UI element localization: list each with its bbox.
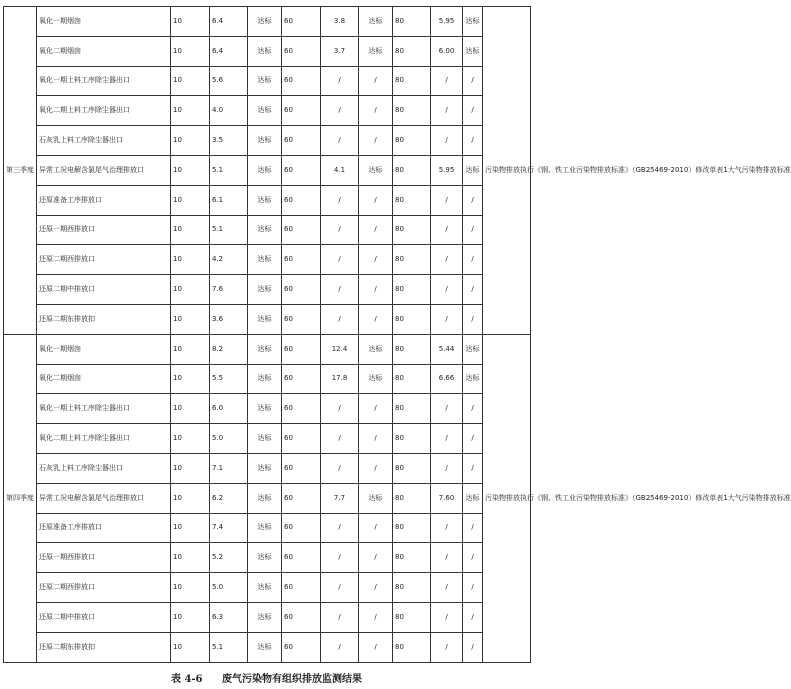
conc-2-cell: 17.8 [321, 364, 359, 394]
result-1-cell: 达标 [248, 334, 282, 364]
conc-1-cell: 5.0 [210, 424, 248, 454]
monitoring-point: 石灰乳上料工序除尘器出口 [37, 453, 171, 483]
conc-2-cell: / [321, 513, 359, 543]
conc-1-cell: 6.0 [210, 394, 248, 424]
result-3-cell: 达标 [463, 36, 483, 66]
result-3-cell: 达标 [463, 7, 483, 37]
result-3-cell: / [463, 126, 483, 156]
limit-2-cell: 80 [393, 632, 431, 662]
result-3-cell: / [463, 185, 483, 215]
table-row [4, 245, 531, 275]
conc-1-cell: 6.4 [210, 7, 248, 37]
table-row [4, 543, 531, 573]
table-row [4, 632, 531, 662]
table-row [4, 185, 531, 215]
limit-2-cell: 80 [393, 483, 431, 513]
limit-1-cell: 60 [282, 304, 321, 334]
table-row [4, 126, 531, 156]
quarter-label: 第三季度 [4, 7, 37, 335]
conc-2-cell: 12.4 [321, 334, 359, 364]
result-2-cell: 达标 [359, 334, 393, 364]
limit-1-cell: 60 [282, 424, 321, 454]
limit-2-cell: 80 [393, 185, 431, 215]
monitoring-point: 还原二期中排放口 [37, 602, 171, 632]
result-2-cell: / [359, 96, 393, 126]
monitoring-point: 异常工况电解含氯尾气治理排放口 [37, 483, 171, 513]
monitoring-point: 异常工况电解含氯尾气治理排放口 [37, 155, 171, 185]
conc-2-cell: / [321, 185, 359, 215]
table-row [4, 66, 531, 96]
conc-2-cell: 4.1 [321, 155, 359, 185]
limit-2-cell: 80 [393, 245, 431, 275]
table-row [4, 573, 531, 603]
limit-1-cell: 60 [282, 573, 321, 603]
table-row [4, 334, 531, 364]
limit-1-cell: 60 [282, 632, 321, 662]
result-2-cell: 达标 [359, 364, 393, 394]
result-1-cell: 达标 [248, 304, 282, 334]
result-2-cell: 达标 [359, 483, 393, 513]
result-1-cell: 达标 [248, 602, 282, 632]
conc-1-cell: 6.3 [210, 602, 248, 632]
conc-1-cell: 5.6 [210, 66, 248, 96]
result-3-cell: / [463, 602, 483, 632]
limit-1-cell: 60 [282, 275, 321, 305]
standard-cell: 污染物排放执行《钢、铁工业污染物排放标准》（GB25469-2010）修改单表1大气污染物排放标准 [483, 334, 531, 662]
conc-1-cell: 4.0 [210, 96, 248, 126]
limit-2-cell: 80 [393, 96, 431, 126]
result-2-cell: / [359, 275, 393, 305]
result-2-cell: / [359, 632, 393, 662]
result-2-cell: / [359, 424, 393, 454]
table-row [4, 304, 531, 334]
table-row [4, 36, 531, 66]
limit-1-cell: 60 [282, 36, 321, 66]
limit-2-cell: 80 [393, 275, 431, 305]
monitoring-point: 还原一期西排放口 [37, 543, 171, 573]
result-1-cell: 达标 [248, 7, 282, 37]
limit-2-cell: 80 [393, 364, 431, 394]
table-row [4, 7, 531, 37]
limit-2-cell: 80 [393, 304, 431, 334]
result-3-cell: 达标 [463, 483, 483, 513]
conc-1-cell: 5.5 [210, 364, 248, 394]
result-3-cell: 达标 [463, 364, 483, 394]
result-1-cell: 达标 [248, 126, 282, 156]
result-1-cell: 达标 [248, 96, 282, 126]
limit-2-cell: 80 [393, 215, 431, 245]
sample-count-cell: 10 [171, 96, 210, 126]
limit-2-cell: 80 [393, 424, 431, 454]
result-1-cell: 达标 [248, 483, 282, 513]
standard-cell: 污染物排放执行《钢、铁工业污染物排放标准》（GB25469-2010）修改单表1大气污染物排放标准 [483, 7, 531, 335]
result-3-cell: / [463, 215, 483, 245]
limit-2-cell: 80 [393, 543, 431, 573]
result-2-cell: / [359, 602, 393, 632]
conc-2-cell: 3.8 [321, 7, 359, 37]
monitoring-point: 氧化一期上料工序除尘器出口 [37, 394, 171, 424]
limit-2-cell: 80 [393, 36, 431, 66]
conc-2-cell: / [321, 275, 359, 305]
conc-3-cell: / [431, 185, 463, 215]
limit-1-cell: 60 [282, 155, 321, 185]
conc-3-cell: 7.60 [431, 483, 463, 513]
sample-count-cell: 10 [171, 334, 210, 364]
result-3-cell: / [463, 453, 483, 483]
monitoring-point: 还原一期西排放口 [37, 215, 171, 245]
conc-2-cell: / [321, 453, 359, 483]
conc-1-cell: 5.1 [210, 632, 248, 662]
sample-count-cell: 10 [171, 424, 210, 454]
result-1-cell: 达标 [248, 394, 282, 424]
result-2-cell: 达标 [359, 7, 393, 37]
result-1-cell: 达标 [248, 66, 282, 96]
limit-1-cell: 60 [282, 185, 321, 215]
conc-3-cell: / [431, 126, 463, 156]
conc-3-cell: / [431, 66, 463, 96]
limit-1-cell: 60 [282, 543, 321, 573]
conc-3-cell: 5.95 [431, 155, 463, 185]
result-3-cell: / [463, 424, 483, 454]
conc-2-cell: / [321, 96, 359, 126]
limit-2-cell: 80 [393, 155, 431, 185]
sample-count-cell: 10 [171, 394, 210, 424]
result-1-cell: 达标 [248, 275, 282, 305]
monitoring-point: 氧化二期上料工序除尘器出口 [37, 424, 171, 454]
conc-3-cell: / [431, 304, 463, 334]
conc-2-cell: / [321, 573, 359, 603]
limit-1-cell: 60 [282, 215, 321, 245]
monitoring-point: 还原二期西排放口 [37, 245, 171, 275]
sample-count-cell: 10 [171, 185, 210, 215]
limit-2-cell: 80 [393, 334, 431, 364]
conc-3-cell: / [431, 394, 463, 424]
sample-count-cell: 10 [171, 513, 210, 543]
conc-2-cell: / [321, 632, 359, 662]
table-row [4, 364, 531, 394]
monitoring-point: 氧化二期烟囱 [37, 364, 171, 394]
conc-3-cell: 5.95 [431, 7, 463, 37]
result-3-cell: / [463, 632, 483, 662]
limit-1-cell: 60 [282, 66, 321, 96]
result-2-cell: / [359, 543, 393, 573]
sample-count-cell: 10 [171, 155, 210, 185]
result-2-cell: / [359, 185, 393, 215]
conc-2-cell: 7.7 [321, 483, 359, 513]
monitoring-point: 还原准备工序排放口 [37, 185, 171, 215]
limit-1-cell: 60 [282, 7, 321, 37]
result-1-cell: 达标 [248, 573, 282, 603]
sample-count-cell: 10 [171, 215, 210, 245]
conc-1-cell: 4.2 [210, 245, 248, 275]
limit-1-cell: 60 [282, 126, 321, 156]
conc-2-cell: / [321, 245, 359, 275]
monitoring-point: 还原二期东排放扣 [37, 304, 171, 334]
limit-2-cell: 80 [393, 573, 431, 603]
result-2-cell: / [359, 394, 393, 424]
conc-1-cell: 6.4 [210, 36, 248, 66]
result-3-cell: / [463, 304, 483, 334]
sample-count-cell: 10 [171, 453, 210, 483]
limit-2-cell: 80 [393, 66, 431, 96]
sample-count-cell: 10 [171, 304, 210, 334]
result-3-cell: / [463, 513, 483, 543]
conc-3-cell: / [431, 513, 463, 543]
conc-1-cell: 5.0 [210, 573, 248, 603]
limit-1-cell: 60 [282, 394, 321, 424]
conc-3-cell: 6.00 [431, 36, 463, 66]
conc-2-cell: / [321, 394, 359, 424]
table-row [4, 424, 531, 454]
conc-1-cell: 5.1 [210, 215, 248, 245]
table-row [4, 453, 531, 483]
table-row [4, 275, 531, 305]
result-2-cell: / [359, 513, 393, 543]
conc-3-cell: / [431, 96, 463, 126]
sample-count-cell: 10 [171, 126, 210, 156]
conc-2-cell: / [321, 304, 359, 334]
monitoring-point: 氧化一期上料工序除尘器出口 [37, 66, 171, 96]
conc-1-cell: 5.1 [210, 155, 248, 185]
caption-number: 表 4-6 [170, 674, 203, 685]
limit-1-cell: 60 [282, 602, 321, 632]
monitoring-point: 还原准备工序排放口 [37, 513, 171, 543]
result-2-cell: / [359, 215, 393, 245]
conc-3-cell: 6.66 [431, 364, 463, 394]
conc-1-cell: 3.6 [210, 304, 248, 334]
sample-count-cell: 10 [171, 7, 210, 37]
sample-count-cell: 10 [171, 602, 210, 632]
conc-2-cell: 3.7 [321, 36, 359, 66]
result-2-cell: / [359, 573, 393, 603]
conc-1-cell: 8.2 [210, 334, 248, 364]
result-2-cell: / [359, 245, 393, 275]
result-2-cell: / [359, 304, 393, 334]
result-2-cell: 达标 [359, 155, 393, 185]
conc-3-cell: / [431, 245, 463, 275]
monitoring-point: 还原二期西排放口 [37, 573, 171, 603]
result-1-cell: 达标 [248, 513, 282, 543]
result-3-cell: / [463, 66, 483, 96]
result-3-cell: 达标 [463, 334, 483, 364]
table-row [4, 155, 531, 185]
sample-count-cell: 10 [171, 573, 210, 603]
quarter-label: 第四季度 [4, 334, 37, 662]
limit-1-cell: 60 [282, 334, 321, 364]
sample-count-cell: 10 [171, 275, 210, 305]
limit-2-cell: 80 [393, 7, 431, 37]
table-caption [0, 670, 533, 685]
conc-2-cell: / [321, 215, 359, 245]
monitoring-point: 氧化一期烟囱 [37, 7, 171, 37]
result-2-cell: / [359, 66, 393, 96]
monitoring-point: 石灰乳上料工序除尘器出口 [37, 126, 171, 156]
limit-2-cell: 80 [393, 453, 431, 483]
limit-2-cell: 80 [393, 513, 431, 543]
table-row [4, 602, 531, 632]
result-2-cell: 达标 [359, 36, 393, 66]
conc-1-cell: 7.4 [210, 513, 248, 543]
conc-1-cell: 3.5 [210, 126, 248, 156]
result-3-cell: / [463, 245, 483, 275]
sample-count-cell: 10 [171, 543, 210, 573]
conc-2-cell: / [321, 602, 359, 632]
limit-2-cell: 80 [393, 126, 431, 156]
conc-2-cell: / [321, 424, 359, 454]
result-1-cell: 达标 [248, 632, 282, 662]
conc-1-cell: 5.2 [210, 543, 248, 573]
limit-1-cell: 60 [282, 453, 321, 483]
conc-1-cell: 7.1 [210, 453, 248, 483]
conc-3-cell: / [431, 453, 463, 483]
caption-title: 废气污染物有组织排放监测结果 [222, 674, 363, 685]
sample-count-cell: 10 [171, 483, 210, 513]
table-row [4, 513, 531, 543]
monitoring-point: 氧化二期烟囱 [37, 36, 171, 66]
conc-3-cell: 5.44 [431, 334, 463, 364]
conc-1-cell: 6.2 [210, 483, 248, 513]
limit-1-cell: 60 [282, 513, 321, 543]
conc-3-cell: / [431, 275, 463, 305]
limit-2-cell: 80 [393, 602, 431, 632]
result-3-cell: / [463, 275, 483, 305]
limit-1-cell: 60 [282, 96, 321, 126]
result-1-cell: 达标 [248, 185, 282, 215]
table-row [4, 483, 531, 513]
conc-3-cell: / [431, 543, 463, 573]
table-row [4, 96, 531, 126]
table-row [4, 215, 531, 245]
conc-3-cell: / [431, 632, 463, 662]
conc-3-cell: / [431, 602, 463, 632]
sample-count-cell: 10 [171, 632, 210, 662]
sample-count-cell: 10 [171, 364, 210, 394]
result-3-cell: / [463, 96, 483, 126]
result-2-cell: / [359, 126, 393, 156]
result-3-cell: / [463, 394, 483, 424]
conc-3-cell: / [431, 215, 463, 245]
result-1-cell: 达标 [248, 245, 282, 275]
monitoring-point: 氧化二期上料工序除尘器出口 [37, 96, 171, 126]
sample-count-cell: 10 [171, 245, 210, 275]
conc-2-cell: / [321, 126, 359, 156]
limit-2-cell: 80 [393, 394, 431, 424]
limit-1-cell: 60 [282, 245, 321, 275]
result-2-cell: / [359, 453, 393, 483]
result-1-cell: 达标 [248, 155, 282, 185]
conc-1-cell: 6.1 [210, 185, 248, 215]
result-3-cell: / [463, 543, 483, 573]
result-1-cell: 达标 [248, 364, 282, 394]
conc-2-cell: / [321, 66, 359, 96]
result-3-cell: 达标 [463, 155, 483, 185]
table-row [4, 394, 531, 424]
result-3-cell: / [463, 573, 483, 603]
result-1-cell: 达标 [248, 36, 282, 66]
result-1-cell: 达标 [248, 215, 282, 245]
monitoring-point: 还原二期中排放口 [37, 275, 171, 305]
conc-2-cell: / [321, 543, 359, 573]
conc-3-cell: / [431, 573, 463, 603]
limit-1-cell: 60 [282, 483, 321, 513]
result-1-cell: 达标 [248, 543, 282, 573]
conc-1-cell: 7.6 [210, 275, 248, 305]
sample-count-cell: 10 [171, 36, 210, 66]
emission-monitoring-table [3, 6, 791, 663]
conc-3-cell: / [431, 424, 463, 454]
limit-1-cell: 60 [282, 364, 321, 394]
result-1-cell: 达标 [248, 453, 282, 483]
monitoring-point: 还原二期东排放扣 [37, 632, 171, 662]
sample-count-cell: 10 [171, 66, 210, 96]
result-1-cell: 达标 [248, 424, 282, 454]
monitoring-point: 氧化一期烟囱 [37, 334, 171, 364]
